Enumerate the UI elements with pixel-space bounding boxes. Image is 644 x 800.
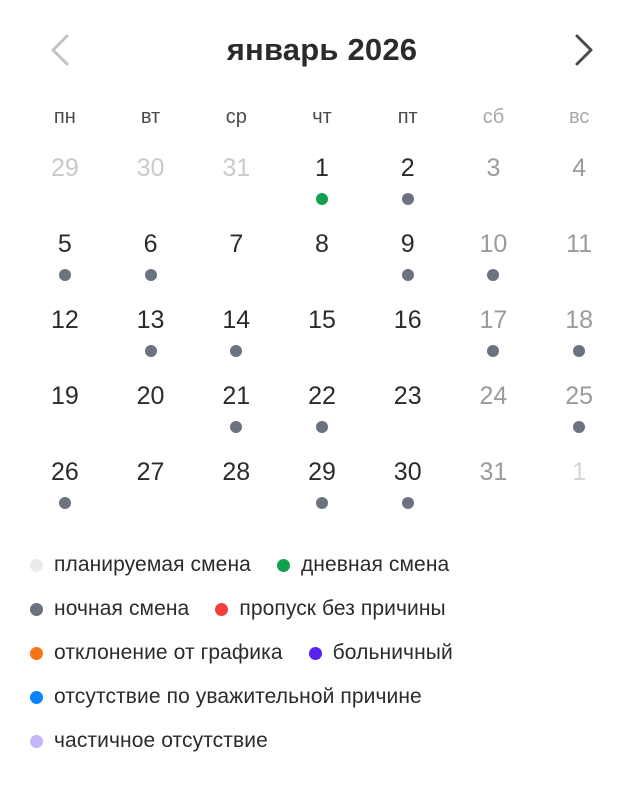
- calendar-day-number: 30: [136, 154, 165, 182]
- calendar-day-number: 10: [479, 230, 508, 258]
- chevron-right-icon: [573, 33, 595, 67]
- calendar-day-number: 2: [400, 154, 415, 182]
- weekday-label: пн: [53, 106, 76, 128]
- calendar-day-number: 8: [315, 230, 329, 258]
- calendar-day-cell[interactable]: [536, 451, 622, 527]
- calendar-day-cell[interactable]: [22, 223, 108, 299]
- calendar-day-number: 30: [393, 458, 422, 486]
- shift-status-dot: [402, 269, 414, 281]
- legend-row: [30, 685, 614, 709]
- shift-status-dot: [573, 345, 585, 357]
- calendar-day-cell[interactable]: [193, 223, 279, 299]
- legend-item: [309, 641, 453, 665]
- calendar-day-cell[interactable]: [279, 375, 365, 451]
- shift-status-dot-empty: [402, 345, 414, 357]
- calendar-day-cell[interactable]: [108, 375, 194, 451]
- shift-status-dot-empty: [573, 193, 585, 205]
- calendar-day-number: 29: [50, 154, 79, 182]
- calendar-day-number: 13: [136, 306, 165, 334]
- shift-status-dot: [230, 421, 242, 433]
- shift-status-dot-empty: [487, 421, 499, 433]
- calendar-day-cell[interactable]: [108, 147, 194, 223]
- legend-color-dot: [30, 603, 43, 616]
- calendar-day-number: 7: [229, 230, 244, 258]
- legend-color-dot: [30, 691, 43, 704]
- calendar-day-cell[interactable]: [22, 375, 108, 451]
- calendar-day-number: 5: [57, 230, 72, 258]
- calendar-day-number: 9: [400, 230, 415, 258]
- calendar-day-cell[interactable]: [536, 147, 622, 223]
- legend-color-dot: [30, 735, 43, 748]
- legend-item: [215, 597, 445, 621]
- weekday-label: чт: [312, 106, 332, 128]
- legend-row: [30, 597, 614, 621]
- legend-item: [30, 597, 189, 621]
- calendar-day-cell[interactable]: [22, 299, 108, 375]
- legend-item: [30, 553, 251, 577]
- shift-status-dot-empty: [573, 269, 585, 281]
- shift-status-dot: [59, 497, 71, 509]
- shift-status-dot-empty: [316, 345, 328, 357]
- legend-item: [30, 641, 283, 665]
- legend-row: [30, 729, 614, 753]
- weekday-label: ср: [225, 106, 247, 128]
- shift-status-dot-empty: [59, 193, 71, 205]
- calendar-day-number: 29: [308, 458, 336, 486]
- shift-status-dot: [145, 269, 157, 281]
- legend-label: планируемая смена: [54, 553, 251, 576]
- calendar-day-cell[interactable]: [451, 375, 537, 451]
- shift-status-dot: [316, 421, 328, 433]
- shift-status-dot-empty: [316, 269, 328, 281]
- weekday-label: пт: [397, 106, 418, 128]
- calendar-day-number: 1: [572, 458, 587, 486]
- calendar-day-number: 6: [143, 230, 158, 258]
- calendar-day-number: 19: [50, 382, 79, 410]
- legend-item: [277, 553, 449, 577]
- calendar-day-cell[interactable]: [279, 223, 365, 299]
- calendar-day-number: 21: [222, 382, 251, 410]
- shift-status-dot-empty: [59, 421, 71, 433]
- shift-status-dot: [230, 345, 242, 357]
- calendar-day-number: 1: [315, 154, 329, 182]
- legend-label: пропуск без причины: [239, 597, 446, 620]
- calendar-day-cell[interactable]: [365, 299, 451, 375]
- legend-color-dot: [30, 559, 43, 572]
- calendar-day-cell[interactable]: [193, 375, 279, 451]
- shift-status-dot: [402, 497, 414, 509]
- shift-status-dot-empty: [145, 193, 157, 205]
- calendar-day-cell[interactable]: [365, 223, 451, 299]
- legend-label: частичное отсутствие: [54, 729, 268, 752]
- shift-status-dot-empty: [230, 497, 242, 509]
- shift-status-dot: [145, 345, 157, 357]
- calendar-day-cell[interactable]: [536, 375, 622, 451]
- calendar-day-cell[interactable]: [451, 451, 537, 527]
- shift-status-dot: [59, 269, 71, 281]
- calendar-day-number: 16: [393, 306, 422, 334]
- calendar-day-number: 15: [308, 306, 336, 334]
- calendar-day-cell[interactable]: [451, 223, 537, 299]
- chevron-left-icon: [49, 33, 71, 67]
- shift-status-dot-empty: [230, 193, 242, 205]
- weekday-label: вс: [568, 106, 590, 128]
- calendar-day-number: 11: [566, 230, 593, 258]
- calendar-grid[interactable]: [0, 129, 644, 527]
- legend-color-dot: [30, 647, 43, 660]
- shift-status-dot: [487, 269, 499, 281]
- shift-status-dot: [573, 421, 585, 433]
- page-title: январь 2026: [226, 32, 418, 67]
- calendar-day-number: 25: [565, 382, 594, 410]
- calendar-day-number: 26: [50, 458, 79, 486]
- calendar-day-cell[interactable]: [536, 299, 622, 375]
- calendar-day-cell[interactable]: [365, 147, 451, 223]
- shift-status-dot-empty: [145, 497, 157, 509]
- legend-item: [30, 729, 268, 753]
- calendar-day-number: 20: [136, 382, 165, 410]
- legend-label: дневная смена: [300, 553, 450, 576]
- calendar-day-number: 3: [486, 154, 501, 182]
- prev-month-button[interactable]: [40, 30, 80, 70]
- calendar-day-cell[interactable]: [451, 147, 537, 223]
- legend-label: ночная смена: [54, 597, 190, 620]
- shift-status-dot: [316, 497, 328, 509]
- shift-status-dot-empty: [573, 497, 585, 509]
- legend-label: отсутствие по уважительной причине: [54, 685, 422, 708]
- legend-item: [30, 685, 422, 709]
- legend-label: отклонение от графика: [54, 641, 283, 664]
- calendar-day-number: 28: [222, 458, 251, 486]
- calendar-day-number: 27: [136, 458, 165, 486]
- calendar-day-cell[interactable]: [279, 299, 365, 375]
- calendar-day-cell[interactable]: [108, 223, 194, 299]
- calendar-day-number: 31: [222, 154, 251, 182]
- shift-status-dot: [402, 193, 414, 205]
- shift-status-dot-empty: [230, 269, 242, 281]
- shift-status-dot-empty: [402, 421, 414, 433]
- calendar-day-cell[interactable]: [108, 299, 194, 375]
- calendar-day-cell[interactable]: [22, 451, 108, 527]
- calendar-day-number: 31: [479, 458, 508, 486]
- legend-color-dot: [309, 647, 322, 660]
- calendar-day-cell[interactable]: [365, 375, 451, 451]
- weekday-label: сб: [482, 106, 505, 128]
- calendar-header: [0, 0, 644, 100]
- legend-row: [30, 641, 614, 665]
- calendar-day-number: 4: [572, 154, 587, 182]
- calendar-day-number: 12: [50, 306, 79, 334]
- shift-status-dot-empty: [59, 345, 71, 357]
- calendar-day-cell[interactable]: [451, 299, 537, 375]
- legend-label: больничный: [332, 641, 453, 664]
- weekday-label: вт: [140, 106, 161, 128]
- weekday-header-row: [0, 106, 644, 129]
- calendar-day-cell[interactable]: [365, 451, 451, 527]
- shift-status-dot-empty: [487, 193, 499, 205]
- calendar-day-cell[interactable]: [193, 299, 279, 375]
- legend-row: [30, 553, 614, 577]
- shift-status-dot: [316, 193, 328, 205]
- calendar-day-cell[interactable]: [22, 147, 108, 223]
- next-month-button[interactable]: [564, 30, 604, 70]
- calendar-day-cell[interactable]: [193, 147, 279, 223]
- calendar-day-number: 23: [393, 382, 422, 410]
- calendar-day-cell[interactable]: [536, 223, 622, 299]
- calendar-day-number: 17: [479, 306, 508, 334]
- calendar-day-number: 18: [565, 306, 594, 334]
- legend-color-dot: [277, 559, 290, 572]
- calendar-day-cell[interactable]: [108, 451, 194, 527]
- calendar-day-number: 14: [222, 306, 251, 334]
- calendar-day-number: 22: [308, 382, 336, 410]
- shift-status-dot-empty: [145, 421, 157, 433]
- calendar-legend: [0, 527, 644, 773]
- calendar-day-cell[interactable]: [193, 451, 279, 527]
- shift-status-dot: [487, 345, 499, 357]
- shift-status-dot-empty: [487, 497, 499, 509]
- calendar-day-cell[interactable]: [279, 147, 365, 223]
- calendar-day-number: 24: [479, 382, 508, 410]
- calendar-day-cell[interactable]: [279, 451, 365, 527]
- legend-color-dot: [215, 603, 228, 616]
